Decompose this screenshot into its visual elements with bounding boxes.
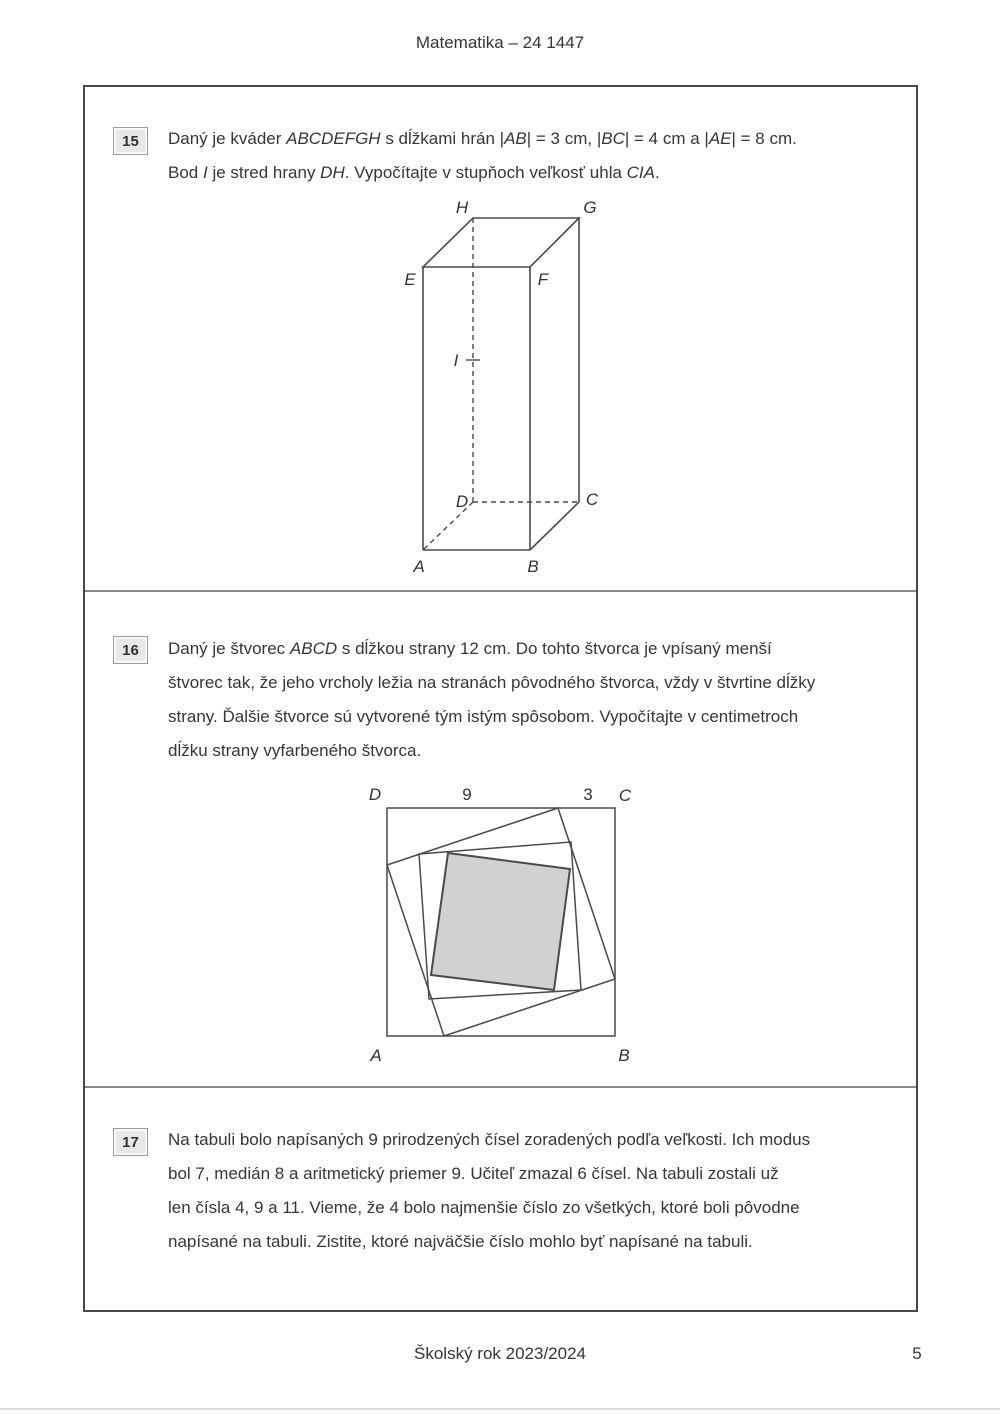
cuboid-label-H: H — [455, 198, 469, 217]
question-15 — [85, 87, 916, 590]
cuboid-label-B: B — [527, 557, 539, 576]
square-label-D: D — [368, 785, 382, 804]
scan-edge-artifact — [0, 1408, 1000, 1410]
cuboid-figure — [395, 195, 610, 580]
cuboid-label-E: E — [404, 270, 416, 289]
question-17-text: Na tabuli bolo napísaných 9 prirodzených čísel zoradených podľa veľkosti. Ich modus bol 7, medián 8 a aritmetický priemer 9. Učiteľ zmazal 6 čísel. Na tabuli zostali už len čísla 4, 9 a 11. Vieme, že 4 bolo najmenšie číslo zo všetkých, ktoré boli pôvodne napísané na tabuli. Zistite, ktoré najväčšie číslo mohlo byť napísané na tabuli. — [168, 1130, 811, 1251]
cuboid-label-I: I — [453, 351, 459, 370]
shaded-inner-square — [431, 853, 570, 990]
nested-squares-figure — [360, 785, 650, 1075]
square-label-B: B — [618, 1046, 630, 1065]
cuboid-label-C: C — [585, 490, 599, 509]
cuboid-label-A: A — [413, 557, 425, 576]
question-16-number-badge: 16 — [113, 636, 148, 664]
question-15-number-badge: 15 — [113, 127, 148, 155]
page-header-title: Matematika – 24 1447 — [415, 33, 585, 52]
question-16 — [85, 590, 916, 1086]
top-edge-length-3: 3 — [583, 785, 593, 804]
cuboid-label-F: F — [537, 270, 549, 289]
cuboid-label-G: G — [583, 198, 597, 217]
exam-content-box — [83, 85, 918, 1312]
square-label-C: C — [618, 786, 632, 805]
cuboid-solid-edges — [423, 218, 579, 550]
question-15-text: Daný je kváder ABCDEFGH s dĺžkami hrán |AB| = 3 cm, |BC| = 4 cm a |AE| = 8 cm. Bod I je stred hrany DH. Vypočítajte v stupňoch veľkosť uhla CIA. — [168, 129, 797, 182]
question-17 — [85, 1086, 916, 1310]
question-16-text: Daný je štvorec ABCD s dĺžkou strany 12 cm. Do tohto štvorca je vpísaný menší štvorec tak, že jeho vrcholy ležia na stranách pôvodného štvorca, vždy v štvrtine dĺžky strany. Ďalšie štvorce sú vytvorené tým istým spôsobom. Vypočítajte v centimetroch dĺžku strany vyfarbeného štvorca. — [168, 639, 816, 760]
square-label-A: A — [370, 1046, 382, 1065]
top-edge-length-9: 9 — [462, 785, 472, 804]
footer-school-year: Školský rok 2023/2024 — [414, 1344, 586, 1363]
page-number: 5 — [912, 1344, 922, 1363]
cuboid-label-D: D — [455, 492, 469, 511]
question-17-number-badge: 17 — [113, 1128, 148, 1156]
